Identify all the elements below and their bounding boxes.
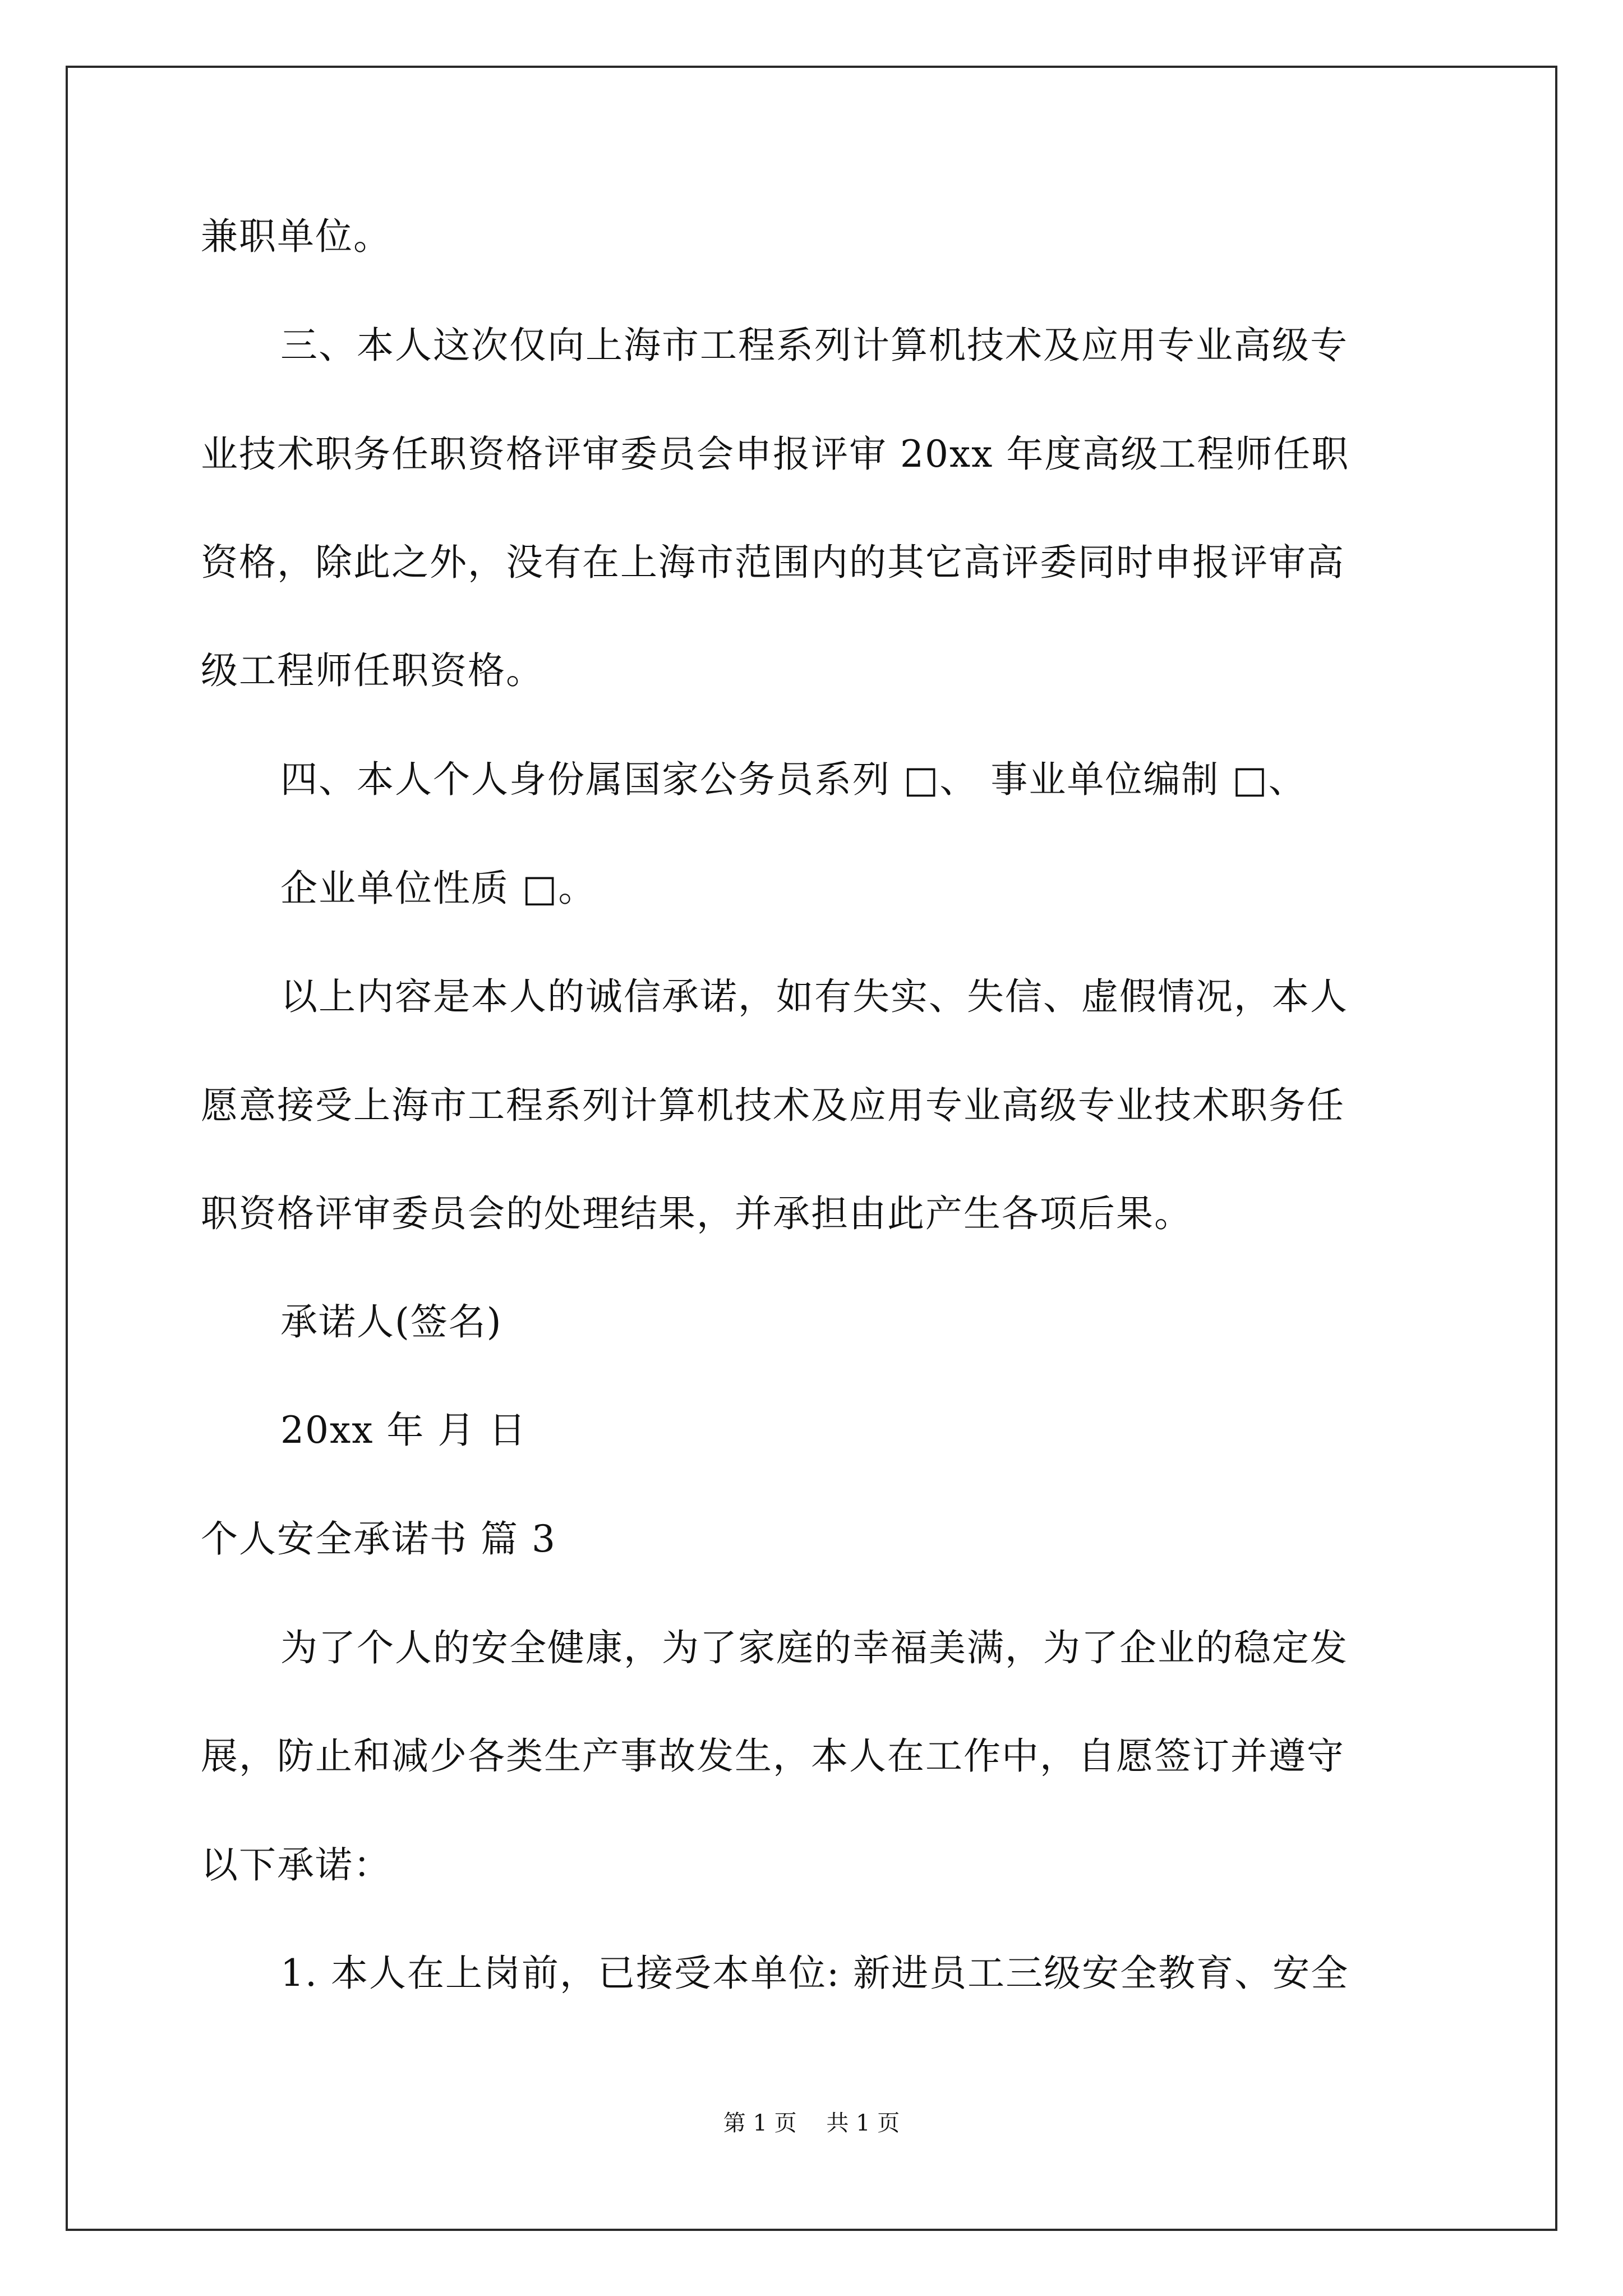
section-heading: 个人安全承诺书 篇 3 <box>201 1517 556 1561</box>
text-line: 级工程师任职资格。 <box>201 649 544 692</box>
page-footer <box>0 2109 1623 2137</box>
text-line: 企业单位性质 □。 <box>280 867 597 910</box>
page-total: 共 1 页 <box>826 2110 900 2136</box>
page-number: 第 1 页 <box>723 2110 797 2136</box>
text-line: 展，防止和减少各类生产事故发生，本人在工作中，自愿签订并遵守 <box>201 1734 1345 1778</box>
text-line: 资格，除此之外，没有在上海市范围内的其它高评委同时申报评审高 <box>201 541 1345 584</box>
text-line: 以上内容是本人的诚信承诺，如有失实、失信、虚假情况，本人 <box>280 975 1348 1018</box>
text-line: 1. 本人在上岗前，已接受本单位: 新进员工三级安全教育、安全 <box>280 1952 1349 1995</box>
text-line: 三、本人这次仅向上海市工程系列计算机技术及应用专业高级专 <box>280 324 1348 367</box>
text-line: 愿意接受上海市工程系列计算机技术及应用专业高级专业技术职务任 <box>201 1084 1345 1127</box>
text-line: 以下承诺： <box>201 1843 391 1887</box>
text-line: 兼职单位。 <box>201 215 391 258</box>
text-line: 职资格评审委员会的处理结果，并承担由此产生各项后果。 <box>201 1192 1192 1235</box>
text-line: 为了个人的安全健康，为了家庭的幸福美满，为了企业的稳定发 <box>280 1626 1348 1669</box>
signature-label: 承诺人(签名) <box>280 1300 502 1343</box>
date-line: 20xx 年 月 日 <box>280 1409 527 1452</box>
text-line: 四、本人个人身份属国家公务员系列 □、 事业单位编制 □、 <box>280 758 1307 801</box>
page-border <box>66 66 1557 2231</box>
text-line: 业技术职务任职资格评审委员会申报评审 20xx 年度高级工程师任职 <box>201 432 1350 476</box>
